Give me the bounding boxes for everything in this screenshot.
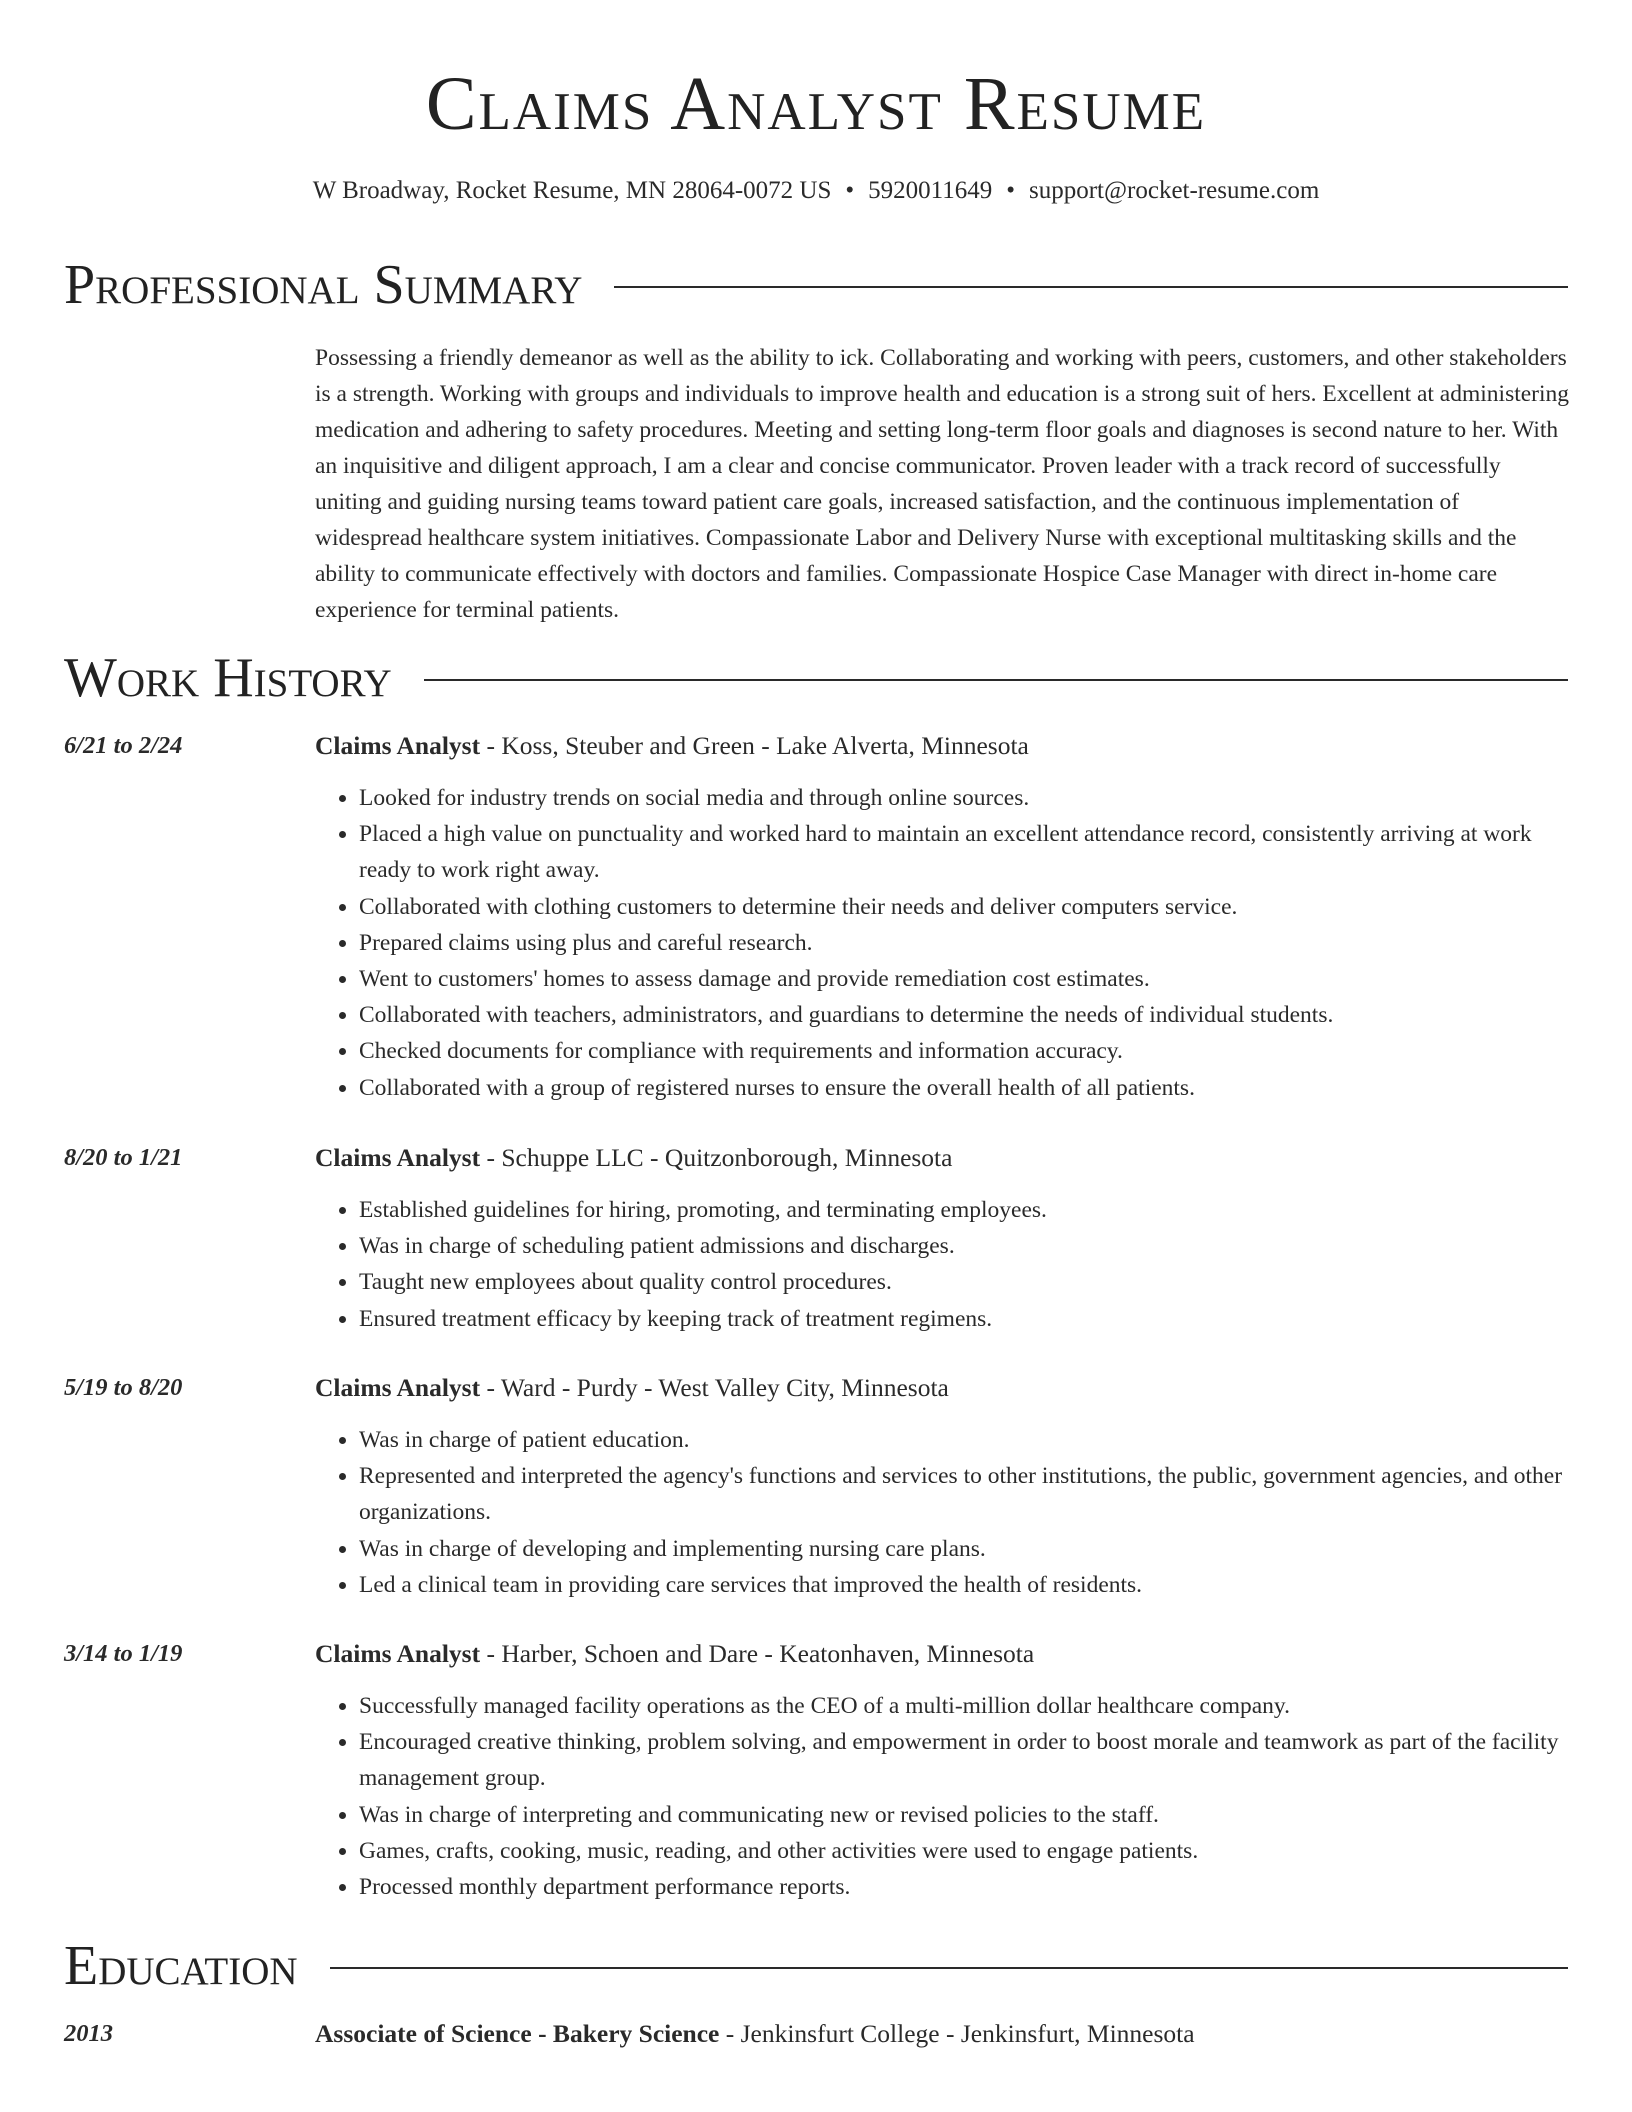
summary-section-header xyxy=(64,253,1568,317)
job-heading xyxy=(315,1370,949,1406)
job-bullet: • Collaborated with teachers, administrators, and guardians to determine the needs of individual students. xyxy=(359,997,1571,1033)
job-bullets xyxy=(315,1192,1571,1337)
job-bullets xyxy=(315,1688,1571,1905)
job-bullet: • Collaborated with clothing customers to determine their needs and deliver computers service. xyxy=(359,889,1571,925)
job-heading xyxy=(315,1636,1034,1672)
contact-phone: 5920011649 xyxy=(868,177,993,204)
education-details: - Jenkinsfurt College - Jenkinsfurt, Minnesota xyxy=(719,2019,1195,2048)
job-details: - Koss, Steuber and Green - Lake Alverta, Minnesota xyxy=(480,731,1029,760)
job-dates: 5/19 to 8/20 xyxy=(64,1374,183,1401)
contact-separator: • xyxy=(1006,177,1015,204)
job-bullet: • Taught new employees about quality control procedures. xyxy=(359,1264,1571,1300)
job-bullet: • Encouraged creative thinking, problem solving, and empowerment in order to boost morale and teamwork as part of the facility management group. xyxy=(359,1724,1571,1796)
job-bullet: • Went to customers' homes to assess damage and provide remediation cost estimates. xyxy=(359,961,1571,997)
job-bullet: • Looked for industry trends on social media and through online sources. xyxy=(359,780,1571,816)
job-bullet: • Represented and interpreted the agency's functions and services to other institutions, the public, government agencies, and other organizations. xyxy=(359,1458,1571,1530)
work-history-section-header xyxy=(64,646,1568,710)
job-dates: 3/14 to 1/19 xyxy=(64,1640,183,1667)
job-dates: 8/20 to 1/21 xyxy=(64,1144,183,1171)
job-bullet: • Placed a high value on punctuality and worked hard to maintain an excellent attendance record, consistently arriving at work ready to work right away. xyxy=(359,816,1571,888)
job-bullet: • Was in charge of developing and implementing nursing care plans. xyxy=(359,1531,1571,1567)
job-role: Claims Analyst xyxy=(315,1373,481,1402)
section-divider xyxy=(424,679,1568,681)
job-bullet: • Games, crafts, cooking, music, reading, and other activities were used to engage patients. xyxy=(359,1833,1571,1869)
job-bullet: • Ensured treatment efficacy by keeping track of treatment regimens. xyxy=(359,1301,1571,1337)
education-degree: Associate of Science - Bakery Science xyxy=(315,2019,720,2048)
job-bullet: • Established guidelines for hiring, promoting, and terminating employees. xyxy=(359,1192,1571,1228)
job-bullet: • Prepared claims using plus and careful research. xyxy=(359,925,1571,961)
section-divider xyxy=(330,1967,1568,1969)
job-bullets xyxy=(315,1422,1571,1603)
job-role: Claims Analyst xyxy=(315,731,481,760)
education-heading xyxy=(315,2016,1195,2052)
section-title: Professional Summary xyxy=(64,254,583,316)
resume-title: Claims Analyst Resume xyxy=(425,62,1207,146)
job-bullet: • Collaborated with a group of registered nurses to ensure the overall health of all patients. xyxy=(359,1070,1571,1106)
contact-separator: • xyxy=(845,177,855,204)
job-bullet: • Was in charge of patient education. xyxy=(359,1422,1571,1458)
section-divider xyxy=(614,286,1568,288)
contact-email: support@rocket-resume.com xyxy=(1029,177,1320,204)
contact-address: W Broadway, Rocket Resume, MN 28064-0072 US xyxy=(312,177,832,204)
job-dates: 6/21 to 2/24 xyxy=(64,732,183,759)
education-section-header xyxy=(64,1934,1568,1998)
contact-line xyxy=(0,175,1632,207)
job-bullet: • Was in charge of interpreting and communicating new or revised policies to the staff. xyxy=(359,1797,1571,1833)
job-bullet: • Successfully managed facility operations as the CEO of a multi-million dollar healthcare company. xyxy=(359,1688,1571,1724)
job-details: - Ward - Purdy - West Valley City, Minnesota xyxy=(480,1373,949,1402)
education-year: 2013 xyxy=(64,2020,113,2047)
job-bullets xyxy=(315,780,1571,1106)
job-bullet: • Was in charge of scheduling patient admissions and discharges. xyxy=(359,1228,1571,1264)
summary-text: Possessing a friendly demeanor as well as the ability to ick. Collaborating and working with peers, customers, and other stakeholders is a strength. Working with groups and individuals to improve health and education is a strong suit of hers. Excellent at administering medication and adhering to safety procedures. Meeting and setting long-term floor goals and diagnoses is second nature to her. With an inquisitive and diligent approach, I am a clear and concise communicator. Proven leader with a track record of successfully uniting and guiding nursing teams toward patient care goals, increased satisfaction, and the continuous implementation of widespread healthcare system initiatives. Compassionate Labor and Delivery Nurse with exceptional multitasking skills and the ability to communicate effectively with doctors and families. Compassionate Hospice Case Manager with direct in-home care experience for terminal patients. xyxy=(315,345,1570,623)
job-heading xyxy=(315,728,1029,764)
job-role: Claims Analyst xyxy=(315,1639,481,1668)
job-role: Claims Analyst xyxy=(315,1143,481,1172)
job-heading xyxy=(315,1140,952,1176)
section-title: Work History xyxy=(64,647,392,709)
section-title: Education xyxy=(64,1935,298,1997)
job-details: - Harber, Schoen and Dare - Keatonhaven, Minnesota xyxy=(480,1639,1035,1668)
job-details: - Schuppe LLC - Quitzonborough, Minnesota xyxy=(480,1143,953,1172)
job-bullet: • Checked documents for compliance with requirements and information accuracy. xyxy=(359,1033,1571,1069)
job-bullet: • Processed monthly department performance reports. xyxy=(359,1869,1571,1905)
job-bullet: • Led a clinical team in providing care services that improved the health of residents. xyxy=(359,1567,1571,1603)
